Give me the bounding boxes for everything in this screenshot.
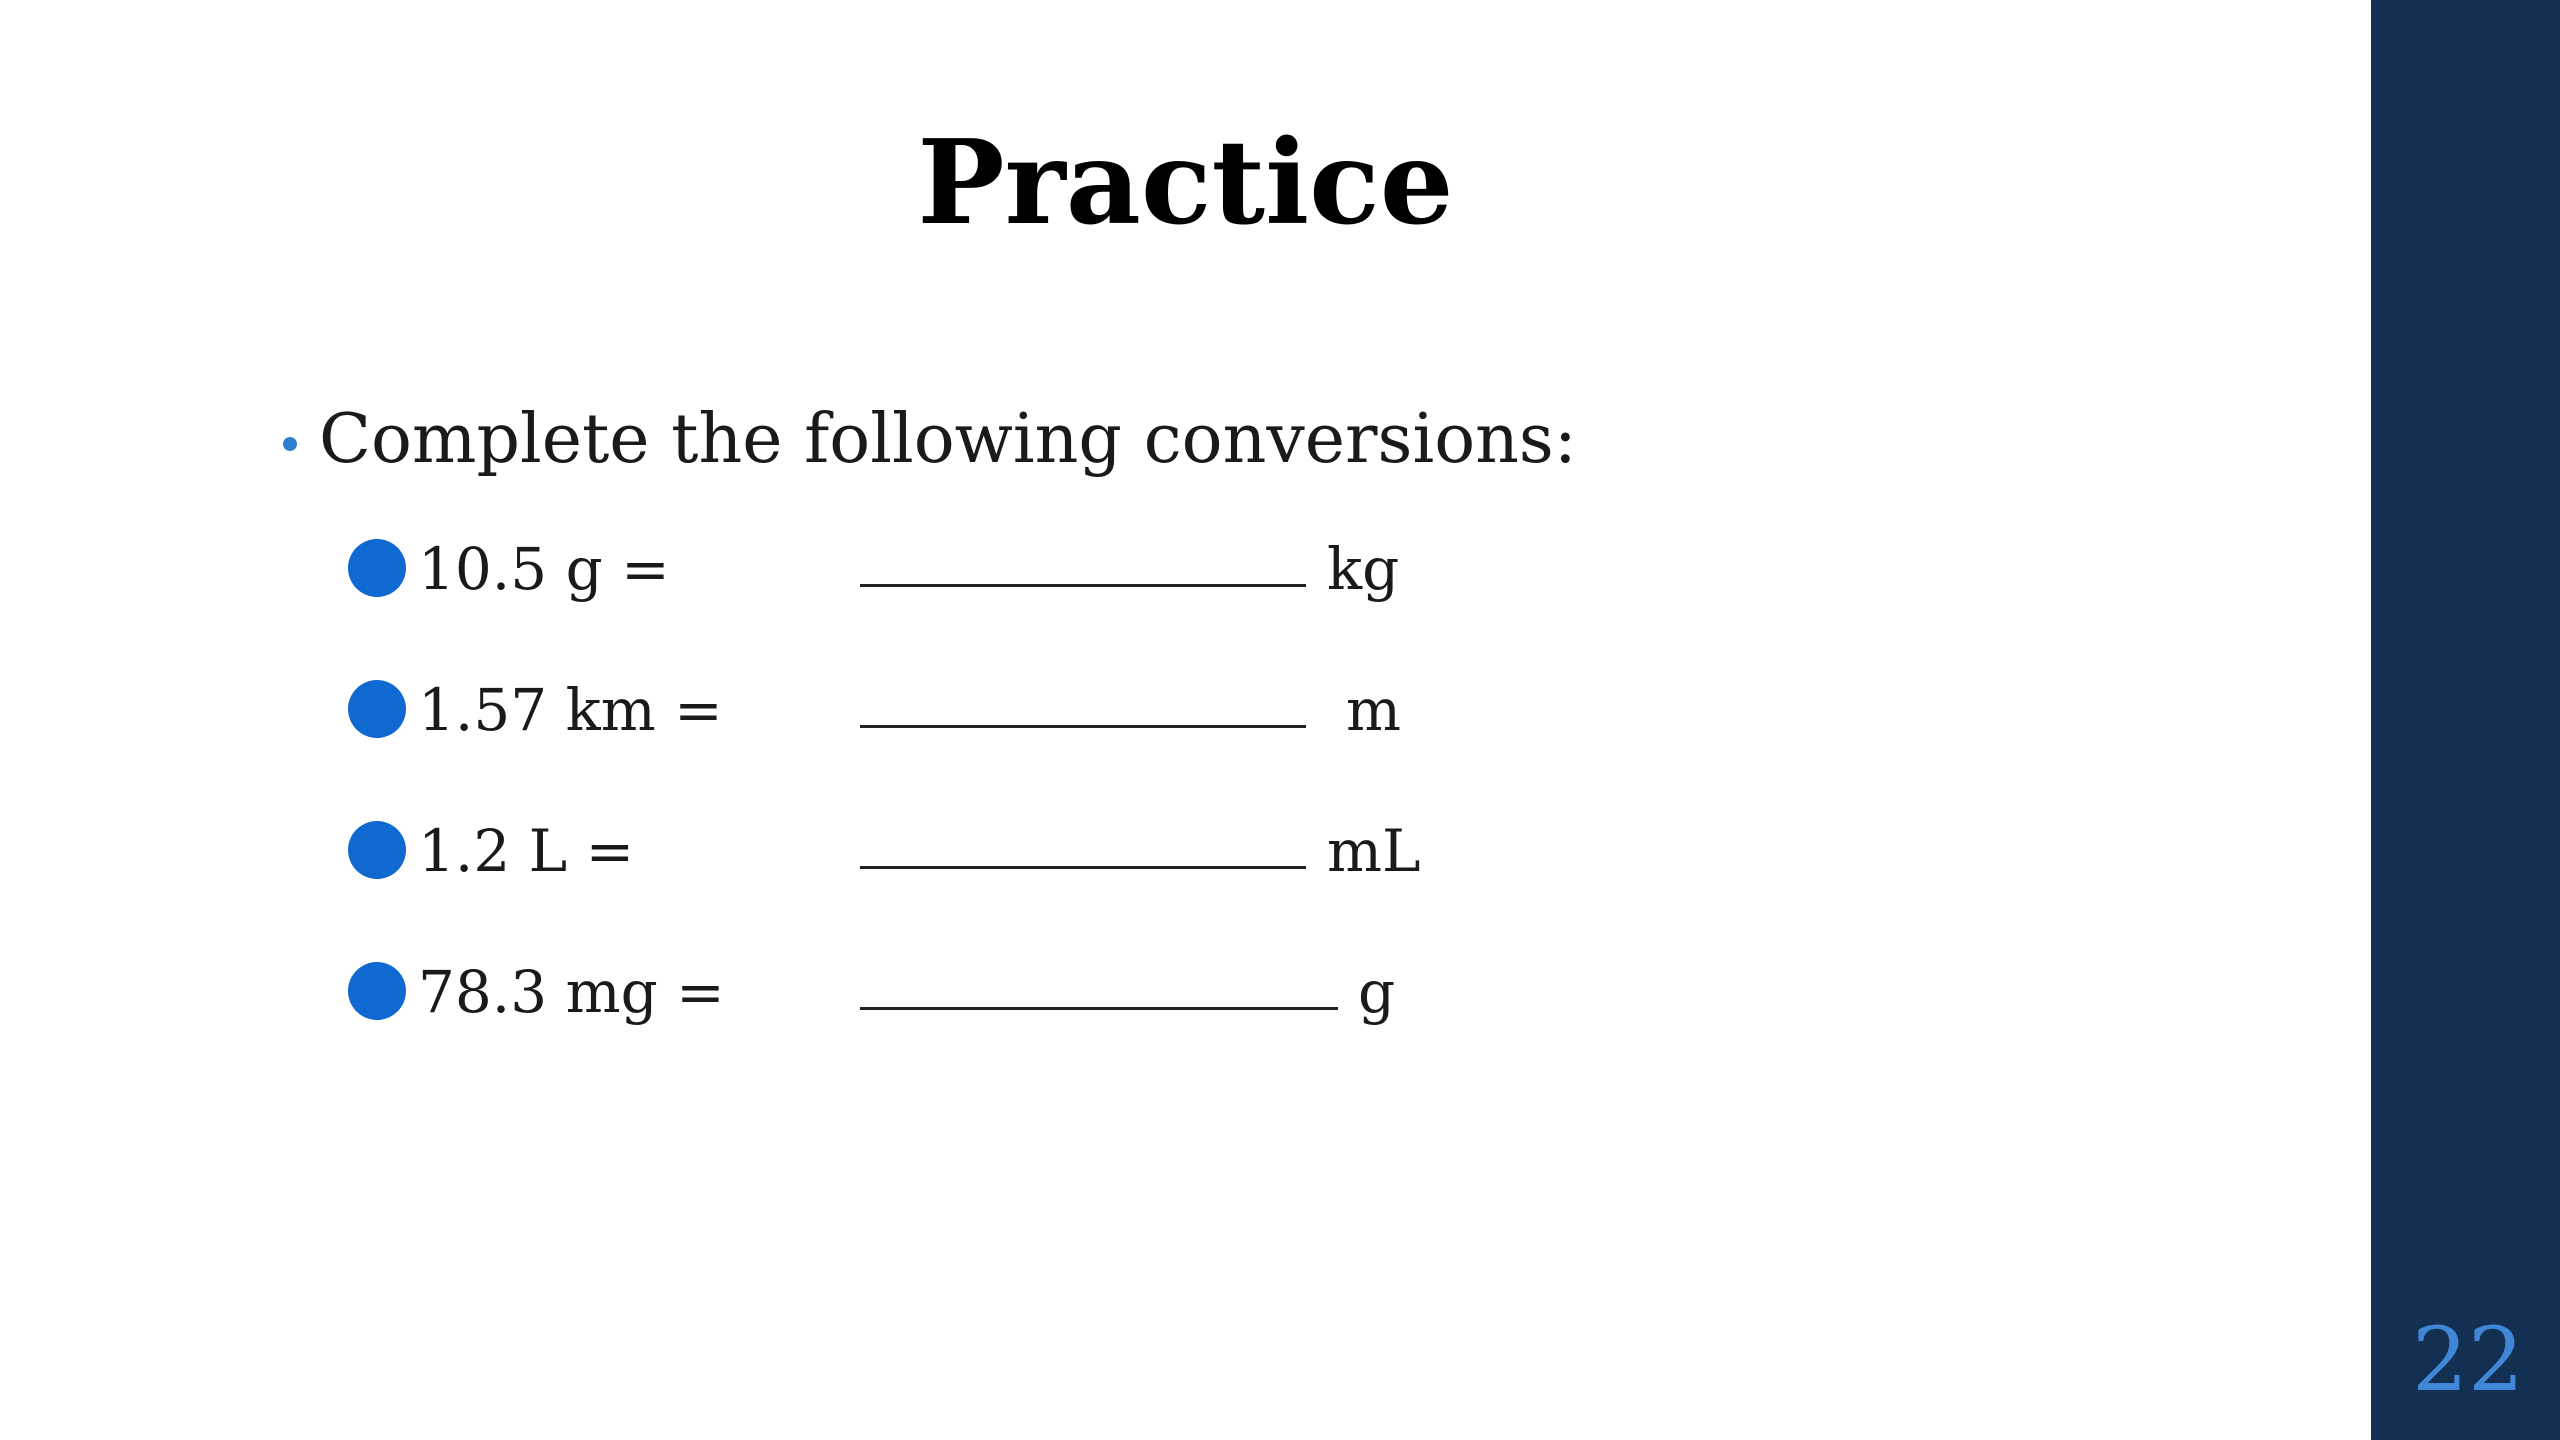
conversion-expression: 10.5 g = (418, 535, 670, 603)
slide-number: 22 (2412, 1308, 2524, 1411)
bullet-dot-icon (348, 680, 406, 738)
bullet-dot-icon (283, 437, 297, 451)
side-accent-panel (2371, 0, 2560, 1440)
answer-blank (860, 725, 1306, 728)
conversion-unit: kg (1327, 535, 1400, 603)
conversion-expression: 1.2 L = (418, 817, 635, 885)
answer-blank (860, 584, 1306, 587)
instruction-bullet (283, 392, 1577, 488)
conversion-unit: g (1358, 958, 1396, 1026)
conversion-row (348, 670, 1548, 750)
conversion-row (348, 811, 1548, 891)
slide-title: Practice (917, 115, 1454, 251)
instruction-text: Complete the following conversions: (319, 400, 1577, 479)
answer-blank (860, 1007, 1338, 1010)
conversion-unit: m (1346, 676, 1401, 744)
bullet-dot-icon (348, 821, 406, 879)
conversion-row (348, 529, 1548, 609)
conversion-expression: 1.57 km = (418, 676, 723, 744)
conversion-unit: mL (1327, 817, 1421, 885)
bullet-dot-icon (348, 539, 406, 597)
bullet-dot-icon (348, 962, 406, 1020)
answer-blank (860, 866, 1306, 869)
conversion-row (348, 952, 1548, 1032)
conversion-expression: 78.3 mg = (418, 958, 725, 1026)
